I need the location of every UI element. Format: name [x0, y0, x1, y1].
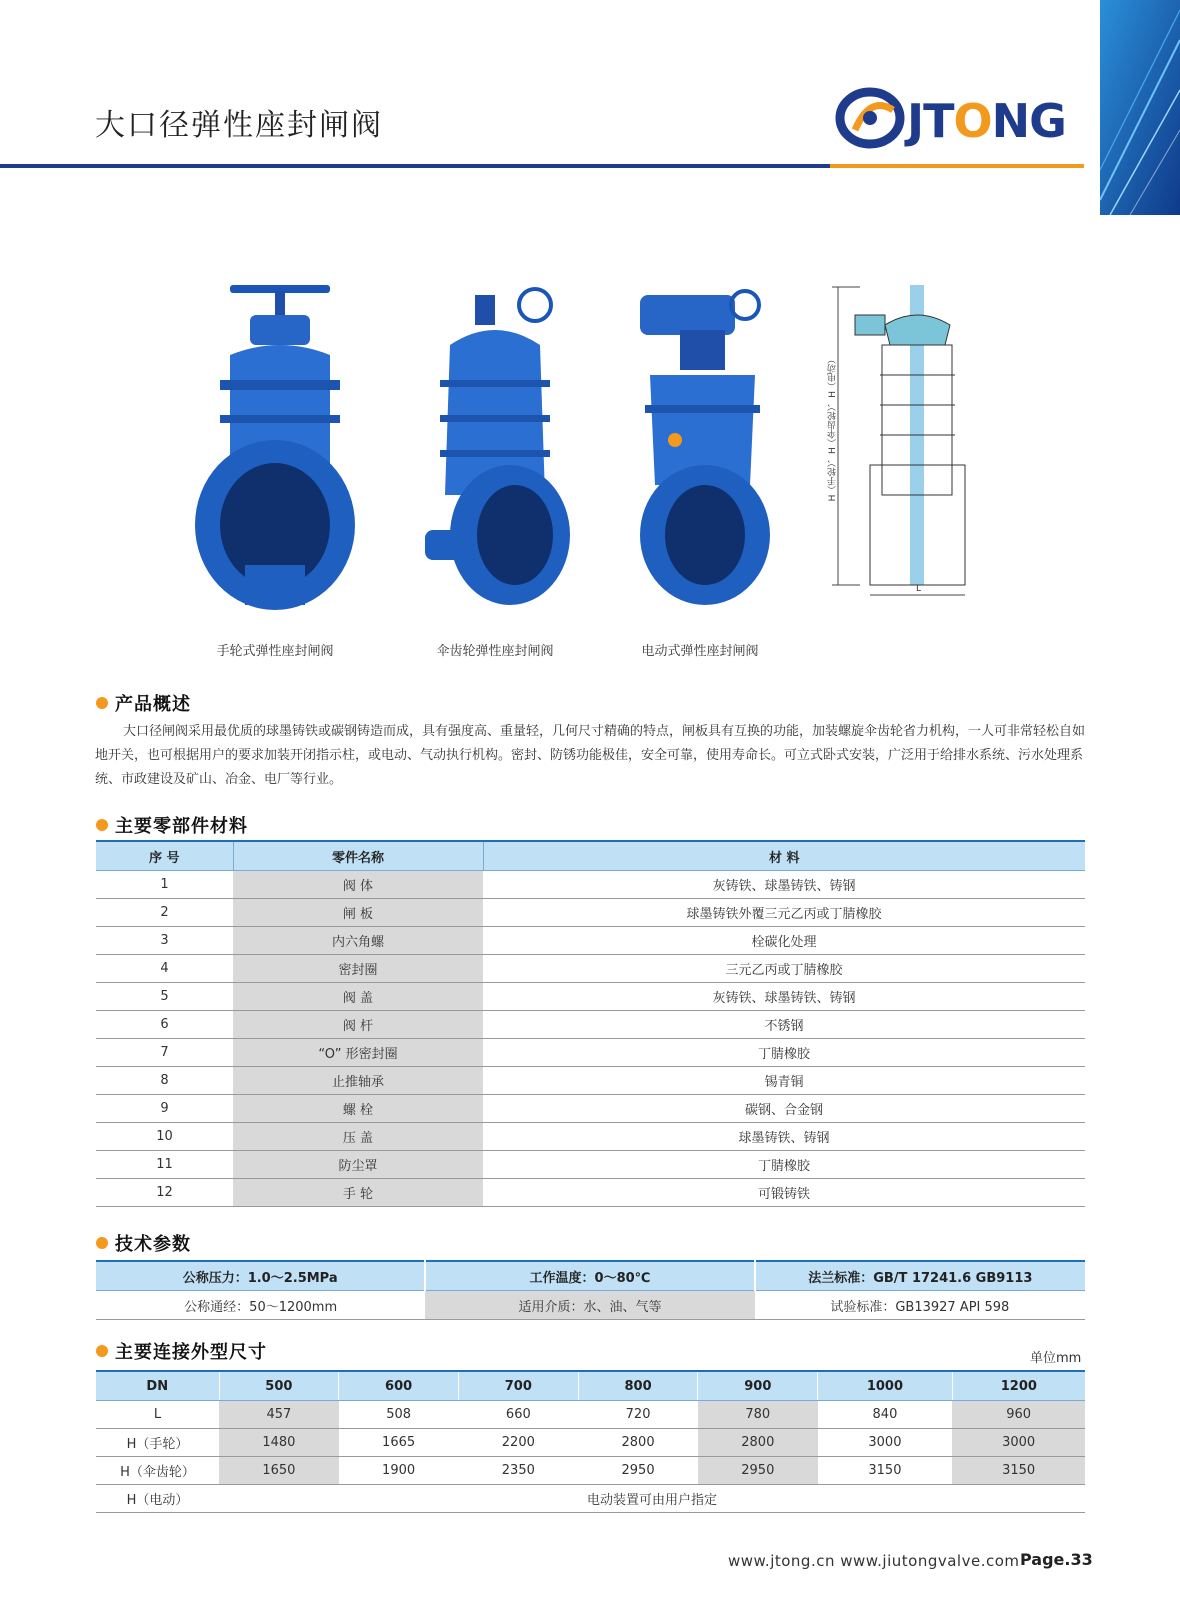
dimension-value: 2800	[698, 1429, 818, 1457]
row-label: H（伞齿轮）	[96, 1457, 219, 1485]
column-header: 序 号	[96, 841, 233, 871]
table-row	[96, 1095, 1085, 1123]
part-material: 丁腈橡胶	[483, 1151, 1085, 1179]
part-name: 内六角螺	[233, 927, 483, 955]
column-header: 600	[339, 1371, 459, 1401]
column-header: DN	[96, 1371, 219, 1401]
materials-table	[96, 840, 1085, 1207]
table-row	[96, 1011, 1085, 1039]
column-header: 700	[458, 1371, 578, 1401]
part-name: 防尘罩	[233, 1151, 483, 1179]
dimension-value: 457	[219, 1401, 339, 1429]
row-number: 1	[96, 871, 233, 899]
dimension-value: 1480	[219, 1429, 339, 1457]
dimension-value: 3000	[952, 1429, 1085, 1457]
column-header: 500	[219, 1371, 339, 1401]
param-header: 公称压力：1.0～2.5MPa	[96, 1261, 425, 1291]
table-row	[96, 1067, 1085, 1095]
bullet-dot-icon	[96, 697, 108, 709]
part-name: 止推轴承	[233, 1067, 483, 1095]
bevel-gear-valve-image	[420, 285, 570, 625]
dimension-value: 2200	[458, 1429, 578, 1457]
part-material: 栓碳化处理	[483, 927, 1085, 955]
row-number: 9	[96, 1095, 233, 1123]
product-caption: 电动式弹性座封闸阀	[641, 644, 759, 659]
part-material: 碳钢、合金钢	[483, 1095, 1085, 1123]
electric-note: 电动装置可由用户指定	[219, 1485, 1085, 1513]
part-name: 闸 板	[233, 899, 483, 927]
footer-urls: www.jtong.cn www.jiutongvalve.com	[728, 1552, 1020, 1570]
table-header-row	[96, 841, 1085, 871]
param-value: 试验标准：GB13927 API 598	[755, 1291, 1085, 1320]
table-row	[96, 871, 1085, 899]
table-row	[96, 899, 1085, 927]
column-header: 零件名称	[233, 841, 483, 871]
page-title: 大口径弹性座封闸阀	[95, 108, 383, 143]
table-row	[96, 1291, 1085, 1320]
corner-decoration	[1100, 0, 1180, 215]
header-rule-blue	[0, 164, 830, 168]
part-name: 手 轮	[233, 1179, 483, 1207]
table-row	[96, 983, 1085, 1011]
dimension-value: 508	[339, 1401, 459, 1429]
dimension-value: 780	[698, 1401, 818, 1429]
dimension-value: 960	[952, 1401, 1085, 1429]
row-number: 6	[96, 1011, 233, 1039]
bullet-dot-icon	[96, 1237, 108, 1249]
column-header: 材 料	[483, 841, 1085, 871]
part-material: 丁腈橡胶	[483, 1039, 1085, 1067]
table-row	[96, 1151, 1085, 1179]
dimension-drawing	[830, 285, 970, 605]
part-name: 螺 栓	[233, 1095, 483, 1123]
length-dimension-label: L	[916, 584, 922, 594]
part-material: 锡青铜	[483, 1067, 1085, 1095]
part-material: 灰铸铁、球墨铸铁、铸钢	[483, 871, 1085, 899]
column-header: 800	[578, 1371, 698, 1401]
params-table	[96, 1260, 1085, 1320]
dimension-value: 3150	[818, 1457, 953, 1485]
dimension-value: 2950	[698, 1457, 818, 1485]
column-header: 1000	[818, 1371, 953, 1401]
product-caption: 伞齿轮弹性座封闸阀	[436, 644, 554, 659]
jtong-logo	[835, 80, 1085, 160]
table-row	[96, 1039, 1085, 1067]
part-name: 阀 体	[233, 871, 483, 899]
row-label: L	[96, 1401, 219, 1429]
part-name: 密封圈	[233, 955, 483, 983]
part-material: 三元乙丙或丁腈橡胶	[483, 955, 1085, 983]
overview-heading: 产品概述	[96, 690, 191, 716]
dimension-value: 720	[578, 1401, 698, 1429]
part-material: 球墨铸铁外覆三元乙丙或丁腈橡胶	[483, 899, 1085, 927]
bullet-dot-icon	[96, 1345, 108, 1357]
row-number: 12	[96, 1179, 233, 1207]
table-row	[96, 1429, 1085, 1457]
part-material: 不锈钢	[483, 1011, 1085, 1039]
row-number: 8	[96, 1067, 233, 1095]
electric-valve-image	[630, 285, 780, 625]
unit-label: 单位mm	[1030, 1351, 1082, 1366]
row-label: H（电动）	[96, 1485, 219, 1513]
table-row	[96, 955, 1085, 983]
table-row	[96, 1401, 1085, 1429]
param-value: 公称通经：50～1200mm	[96, 1291, 425, 1320]
dimension-value: 660	[458, 1401, 578, 1429]
table-row	[96, 1457, 1085, 1485]
dims-heading: 主要连接外型尺寸	[96, 1338, 267, 1364]
row-number: 11	[96, 1151, 233, 1179]
column-header: 900	[698, 1371, 818, 1401]
table-header-row	[96, 1261, 1085, 1291]
table-row	[96, 1485, 1085, 1513]
column-header: 1200	[952, 1371, 1085, 1401]
dimension-value: 2350	[458, 1457, 578, 1485]
params-heading: 技术参数	[96, 1230, 191, 1256]
table-row	[96, 1179, 1085, 1207]
product-caption: 手轮式弹性座封闸阀	[216, 644, 334, 659]
dimension-value: 840	[818, 1401, 953, 1429]
part-material: 可锻铸铁	[483, 1179, 1085, 1207]
handwheel-valve-image	[190, 285, 360, 625]
dimension-value: 1650	[219, 1457, 339, 1485]
param-header: 法兰标准：GB/T 17241.6 GB9113	[755, 1261, 1085, 1291]
height-dimension-label: H（手轮）、H（伞齿轮）、H（电动）	[828, 355, 838, 502]
part-name: 压 盖	[233, 1123, 483, 1151]
dimensions-table	[96, 1370, 1085, 1513]
dimension-value: 2800	[578, 1429, 698, 1457]
page-number: Page.33	[1020, 1550, 1093, 1569]
header-rule-orange	[830, 164, 1084, 168]
row-number: 5	[96, 983, 233, 1011]
overview-text: 大口径闸阀采用最优质的球墨铸铁或碳钢铸造而成，具有强度高、重量轻，几何尺寸精确的特点，闸板具有互换的功能，加装螺旋伞齿轮省力机构，一人可非常轻松自如地开关，也可根据用户的要求加装开闭指示柱，或电动、气动执行机构。密封、防锈功能极佳，安全可靠，使用寿命长。可立式卧式安装，广泛用于给排水系统、污水处理系统、市政建设及矿山、冶金、电厂等行业。	[95, 724, 1086, 787]
row-number: 7	[96, 1039, 233, 1067]
dimension-value: 3000	[818, 1429, 953, 1457]
dimension-value: 1900	[339, 1457, 459, 1485]
part-material: 球墨铸铁、铸钢	[483, 1123, 1085, 1151]
row-number: 10	[96, 1123, 233, 1151]
dimension-value: 1665	[339, 1429, 459, 1457]
bullet-dot-icon	[96, 819, 108, 831]
part-name: 阀 盖	[233, 983, 483, 1011]
part-name: 阀 杆	[233, 1011, 483, 1039]
table-row	[96, 927, 1085, 955]
param-header: 工作温度：0～80℃	[425, 1261, 754, 1291]
param-value: 适用介质：水、油、气等	[425, 1291, 754, 1320]
row-number: 4	[96, 955, 233, 983]
dimension-value: 2950	[578, 1457, 698, 1485]
row-label: H（手轮）	[96, 1429, 219, 1457]
part-material: 灰铸铁、球墨铸铁、铸钢	[483, 983, 1085, 1011]
table-header-row	[96, 1371, 1085, 1401]
row-number: 2	[96, 899, 233, 927]
logo-mark-icon	[840, 92, 900, 144]
row-number: 3	[96, 927, 233, 955]
dimension-value: 3150	[952, 1457, 1085, 1485]
table-row	[96, 1123, 1085, 1151]
svg-text:JTONG: JTONG	[907, 94, 1066, 148]
part-name: “O” 形密封圈	[233, 1039, 483, 1067]
materials-heading: 主要零部件材料	[96, 812, 248, 838]
